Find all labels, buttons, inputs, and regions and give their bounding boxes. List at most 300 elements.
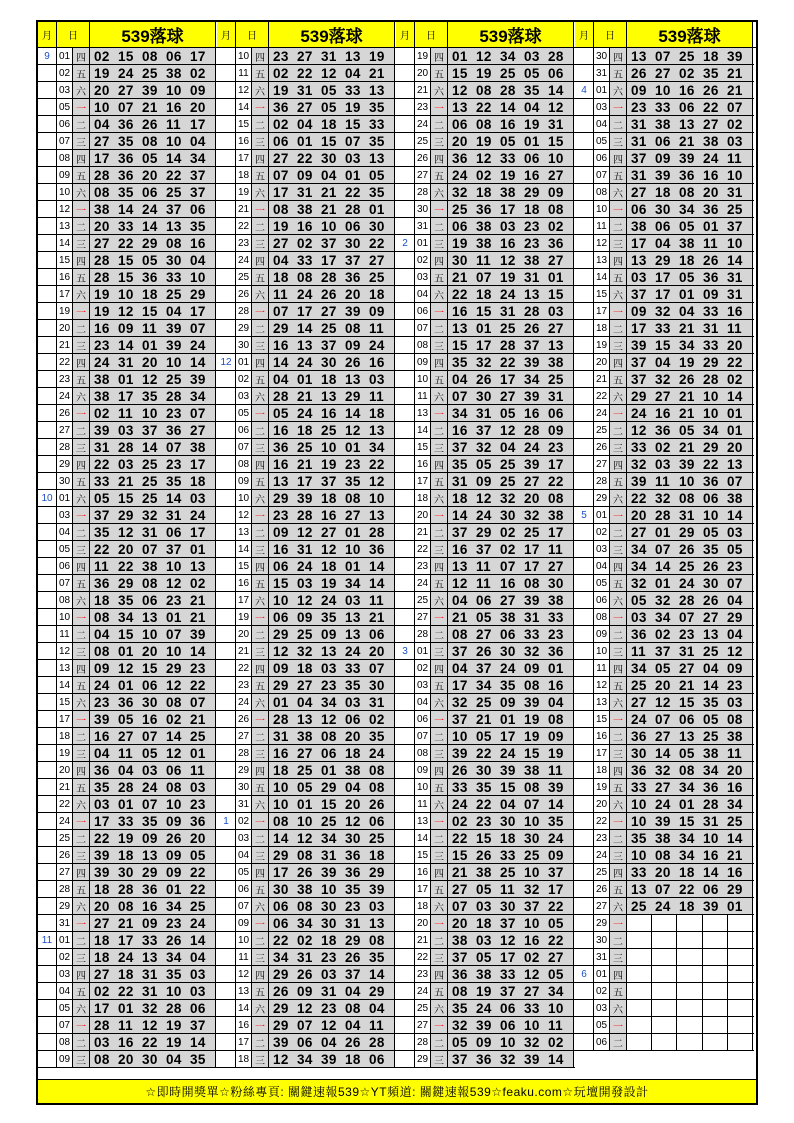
day-cell: 01: [594, 82, 610, 98]
day-cell: 28: [594, 473, 610, 489]
drawn-number: 31: [369, 694, 385, 710]
drawn-number: 07: [297, 1017, 313, 1033]
day-cell: 31: [236, 796, 252, 812]
day-cell: 02: [236, 371, 252, 387]
drawn-number: 25: [500, 473, 516, 489]
drawn-number: 25: [166, 371, 182, 387]
drawn-number: 36: [345, 864, 361, 880]
weekday-cell: 五: [252, 371, 269, 387]
numbers-cell: [90, 286, 216, 302]
numbers-cell: [448, 490, 574, 506]
drawn-number: 10: [631, 796, 647, 812]
weekday-cell: 二: [73, 830, 90, 846]
day-cell: 20: [594, 796, 610, 812]
drawn-number: 31: [727, 184, 743, 200]
drawn-number: 38: [166, 65, 182, 81]
day-cell: 15: [57, 694, 73, 710]
month-cell: [38, 320, 57, 336]
numbers-cell: [269, 813, 395, 829]
drawn-number: 37: [655, 643, 671, 659]
day-cell: 07: [415, 320, 431, 336]
day-cell: 30: [236, 779, 252, 795]
drawn-number: 35: [703, 65, 719, 81]
drawn-number: 16: [142, 711, 158, 727]
drawn-number: 33: [703, 337, 719, 353]
drawn-number: 29: [703, 439, 719, 455]
drawn-number: 22: [548, 898, 564, 914]
weekday-cell: 四: [431, 354, 448, 370]
weekday-cell: 三: [610, 745, 627, 761]
empty-number-box: [728, 1017, 752, 1033]
drawn-number: 24: [524, 439, 540, 455]
day-cell: 25: [236, 269, 252, 285]
drawn-number: 36: [273, 99, 289, 115]
weekday-cell: 五: [610, 983, 627, 999]
result-row: [396, 439, 575, 456]
numbers-cell: [627, 660, 753, 676]
day-cell: 16: [415, 864, 431, 880]
day-cell: 23: [594, 830, 610, 846]
drawn-number: 31: [631, 116, 647, 132]
weekday-cell: 三: [73, 133, 90, 149]
drawn-number: 03: [524, 48, 540, 64]
month-cell: [38, 694, 57, 710]
drawn-number: 17: [118, 388, 134, 404]
drawn-number: 37: [524, 337, 540, 353]
drawn-number: 38: [548, 592, 564, 608]
numbers-cell: [90, 201, 216, 217]
empty-number-box: [677, 983, 702, 999]
drawn-number: 35: [524, 82, 540, 98]
drawn-number: 17: [655, 269, 671, 285]
header-day-label: 日: [415, 22, 448, 47]
drawn-number: 25: [321, 320, 337, 336]
drawn-number: 39: [452, 745, 468, 761]
weekday-cell: 六: [73, 592, 90, 608]
numbers-cell: [90, 116, 216, 132]
drawn-number: 07: [679, 609, 695, 625]
month-cell: [38, 456, 57, 472]
drawn-number: 19: [548, 745, 564, 761]
day-cell: 04: [236, 847, 252, 863]
drawn-number: 15: [142, 660, 158, 676]
drawn-number: 17: [631, 320, 647, 336]
drawn-number: 08: [524, 779, 540, 795]
drawn-number: 19: [166, 1017, 182, 1033]
drawn-number: 02: [476, 167, 492, 183]
header-title: 539落球: [269, 22, 395, 47]
drawn-number: 25: [476, 694, 492, 710]
drawn-number: 36: [452, 966, 468, 982]
drawn-number: 34: [655, 609, 671, 625]
drawn-number: 04: [297, 694, 313, 710]
empty-number-box: [652, 1034, 677, 1050]
drawn-number: 01: [727, 898, 743, 914]
drawn-number: 13: [452, 558, 468, 574]
drawn-number: 25: [369, 269, 385, 285]
month-cell: [396, 660, 415, 676]
drawn-number: 29: [631, 388, 647, 404]
month-cell: [396, 728, 415, 744]
drawn-number: 22: [703, 99, 719, 115]
drawn-number: 39: [190, 371, 206, 387]
weekday-cell: 二: [431, 932, 448, 948]
drawn-number: 28: [118, 439, 134, 455]
drawn-number: 12: [142, 1017, 158, 1033]
numbers-cell: [90, 813, 216, 829]
drawn-number: 12: [524, 966, 540, 982]
drawn-number: 30: [142, 694, 158, 710]
day-cell: 14: [57, 235, 73, 251]
month-cell: [217, 779, 236, 795]
weekday-cell: 一: [73, 915, 90, 931]
weekday-cell: 二: [252, 830, 269, 846]
month-cell: [38, 201, 57, 217]
weekday-cell: 五: [610, 371, 627, 387]
month-cell: [396, 966, 415, 982]
drawn-number: 23: [476, 813, 492, 829]
month-cell: [217, 490, 236, 506]
month-cell: [217, 592, 236, 608]
drawn-number: 10: [273, 796, 289, 812]
drawn-number: 10: [345, 541, 361, 557]
drawn-number: 18: [655, 184, 671, 200]
weekday-cell: 一: [610, 1017, 627, 1033]
weekday-cell: 二: [73, 932, 90, 948]
weekday-cell: 四: [252, 150, 269, 166]
drawn-number: 04: [297, 116, 313, 132]
drawn-number: 27: [703, 609, 719, 625]
drawn-number: 18: [369, 286, 385, 302]
drawn-number: 07: [369, 660, 385, 676]
drawn-number: 27: [679, 660, 695, 676]
result-row: [217, 286, 396, 303]
day-cell: 08: [57, 592, 73, 608]
drawn-number: 22: [703, 456, 719, 472]
month-cell: [38, 235, 57, 251]
result-row: [396, 932, 575, 949]
numbers-cell: [90, 1051, 216, 1067]
drawn-number: 38: [524, 252, 540, 268]
result-row: [575, 320, 754, 337]
drawn-number: 13: [345, 609, 361, 625]
weekday-cell: 六: [73, 898, 90, 914]
result-row: [575, 371, 754, 388]
drawn-number: 16: [118, 1034, 134, 1050]
drawn-number: 37: [190, 184, 206, 200]
drawn-number: 10: [321, 881, 337, 897]
month-cell: [217, 456, 236, 472]
result-row: [575, 303, 754, 320]
drawn-number: 01: [727, 422, 743, 438]
numbers-cell: [90, 932, 216, 948]
drawn-number: 04: [679, 303, 695, 319]
weekday-cell: 三: [431, 439, 448, 455]
drawn-number: 22: [452, 286, 468, 302]
result-row: [396, 388, 575, 405]
day-cell: 28: [57, 439, 73, 455]
result-row: [217, 507, 396, 524]
drawn-number: 09: [297, 983, 313, 999]
weekday-cell: 二: [610, 218, 627, 234]
drawn-number: 26: [345, 949, 361, 965]
numbers-cell: [269, 660, 395, 676]
numbers-cell: [90, 609, 216, 625]
drawn-number: 15: [118, 490, 134, 506]
month-cell: [575, 439, 594, 455]
month-cell: [217, 48, 236, 64]
result-row: [38, 82, 217, 99]
drawn-number: 03: [345, 150, 361, 166]
numbers-cell: [269, 201, 395, 217]
drawn-number: 38: [476, 864, 492, 880]
day-cell: 28: [415, 184, 431, 200]
drawn-number: 29: [345, 388, 361, 404]
drawn-number: 09: [476, 473, 492, 489]
drawn-number: 01: [297, 796, 313, 812]
drawn-number: 24: [452, 796, 468, 812]
month-cell: [217, 830, 236, 846]
drawn-number: 25: [631, 677, 647, 693]
numbers-cell: [90, 966, 216, 982]
drawn-number: 19: [94, 286, 110, 302]
drawn-number: 01: [655, 524, 671, 540]
numbers-cell: [269, 320, 395, 336]
drawn-number: 28: [297, 507, 313, 523]
result-row: [38, 626, 217, 643]
drawn-number: 12: [476, 490, 492, 506]
drawn-number: 38: [297, 881, 313, 897]
drawn-number: 23: [273, 507, 289, 523]
weekday-cell: 四: [610, 354, 627, 370]
drawn-number: 31: [500, 303, 516, 319]
drawn-number: 26: [703, 592, 719, 608]
month-cell: [38, 371, 57, 387]
drawn-number: 31: [703, 320, 719, 336]
result-row: [575, 864, 754, 881]
result-row: [396, 456, 575, 473]
month-cell: [396, 779, 415, 795]
month-cell: [217, 796, 236, 812]
drawn-number: 04: [321, 1034, 337, 1050]
drawn-number: 39: [524, 354, 540, 370]
drawn-number: 24: [500, 286, 516, 302]
drawn-number: 35: [142, 813, 158, 829]
drawn-number: 01: [345, 439, 361, 455]
day-cell: 03: [415, 269, 431, 285]
weekday-cell: 二: [252, 1034, 269, 1050]
result-row: [575, 677, 754, 694]
month-cell: [217, 660, 236, 676]
month-cell: [38, 65, 57, 81]
drawn-number: 28: [118, 881, 134, 897]
drawn-number: 33: [631, 864, 647, 880]
month-cell: [38, 252, 57, 268]
drawn-number: 04: [452, 592, 468, 608]
drawn-number: 18: [94, 881, 110, 897]
drawn-number: 31: [142, 524, 158, 540]
numbers-cell: [269, 473, 395, 489]
drawn-number: 26: [703, 252, 719, 268]
result-row: [38, 643, 217, 660]
drawn-number: 38: [727, 728, 743, 744]
weekday-cell: 三: [73, 235, 90, 251]
result-row: [396, 779, 575, 796]
month-cell: [396, 558, 415, 574]
drawn-number: 02: [297, 235, 313, 251]
empty-numbers-cell: [627, 932, 753, 948]
drawn-number: 09: [500, 694, 516, 710]
drawn-number: 05: [679, 269, 695, 285]
result-row: [38, 813, 217, 830]
day-cell: 13: [415, 813, 431, 829]
drawn-number: 09: [631, 82, 647, 98]
empty-number-box: [652, 932, 677, 948]
drawn-number: 25: [524, 524, 540, 540]
numbers-cell: [269, 218, 395, 234]
drawn-number: 28: [703, 371, 719, 387]
drawn-number: 29: [190, 286, 206, 302]
result-row: [217, 677, 396, 694]
month-cell: [38, 337, 57, 353]
drawn-number: 08: [166, 779, 182, 795]
drawn-number: 07: [727, 575, 743, 591]
numbers-cell: [90, 133, 216, 149]
result-row: [396, 405, 575, 422]
drawn-number: 20: [655, 864, 671, 880]
result-row: [38, 966, 217, 983]
month-cell: [38, 184, 57, 200]
weekday-cell: 六: [252, 898, 269, 914]
month-cell: [38, 626, 57, 642]
weekday-cell: 六: [252, 592, 269, 608]
drawn-number: 20: [655, 677, 671, 693]
result-row: [217, 524, 396, 541]
drawn-number: 13: [679, 728, 695, 744]
month-cell: [396, 745, 415, 761]
result-row: [575, 116, 754, 133]
drawn-number: 06: [142, 184, 158, 200]
drawn-number: 05: [369, 167, 385, 183]
month-cell: [38, 915, 57, 931]
numbers-cell: [90, 456, 216, 472]
drawn-number: 35: [321, 609, 337, 625]
drawn-number: 36: [118, 150, 134, 166]
empty-number-box: [677, 949, 702, 965]
weekday-cell: 五: [73, 881, 90, 897]
drawn-number: 39: [548, 779, 564, 795]
drawn-number: 07: [452, 898, 468, 914]
numbers-cell: [90, 558, 216, 574]
weekday-cell: 二: [73, 116, 90, 132]
drawn-number: 14: [190, 643, 206, 659]
day-cell: 06: [594, 150, 610, 166]
drawn-number: 29: [524, 184, 540, 200]
drawn-number: 10: [321, 218, 337, 234]
drawn-number: 16: [190, 235, 206, 251]
day-cell: 07: [57, 575, 73, 591]
drawn-number: 31: [321, 847, 337, 863]
drawn-number: 11: [476, 252, 492, 268]
numbers-cell: [269, 762, 395, 778]
numbers-cell: [90, 439, 216, 455]
drawn-number: 01: [345, 524, 361, 540]
drawn-number: 32: [476, 439, 492, 455]
day-cell: 04: [415, 286, 431, 302]
drawn-number: 19: [476, 133, 492, 149]
drawn-number: 16: [727, 303, 743, 319]
drawn-number: 34: [679, 779, 695, 795]
result-row: [396, 1000, 575, 1017]
drawn-number: 26: [142, 116, 158, 132]
month-cell: [396, 422, 415, 438]
drawn-number: 34: [631, 660, 647, 676]
drawn-number: 29: [273, 626, 289, 642]
drawn-number: 36: [631, 626, 647, 642]
drawn-number: 24: [655, 796, 671, 812]
result-row: [575, 133, 754, 150]
numbers-cell: [448, 541, 574, 557]
drawn-number: 29: [679, 524, 695, 540]
weekday-cell: 五: [610, 779, 627, 795]
result-row: [396, 116, 575, 133]
numbers-cell: [627, 235, 753, 251]
drawn-number: 10: [727, 167, 743, 183]
month-cell: [217, 65, 236, 81]
drawn-number: 13: [345, 48, 361, 64]
result-row: [575, 150, 754, 167]
drawn-number: 11: [94, 558, 110, 574]
drawn-number: 10: [142, 405, 158, 421]
drawn-number: 27: [548, 558, 564, 574]
result-row: [38, 184, 217, 201]
month-cell: [396, 762, 415, 778]
drawn-number: 16: [452, 541, 468, 557]
drawn-number: 09: [297, 167, 313, 183]
month-cell: [217, 728, 236, 744]
drawn-number: 38: [703, 745, 719, 761]
result-row: [396, 847, 575, 864]
day-cell: 16: [236, 575, 252, 591]
drawn-number: 02: [369, 711, 385, 727]
drawn-number: 27: [321, 303, 337, 319]
month-cell: [38, 898, 57, 914]
drawn-number: 08: [655, 847, 671, 863]
drawn-number: 14: [190, 354, 206, 370]
drawn-number: 18: [369, 847, 385, 863]
drawn-number: 14: [190, 1034, 206, 1050]
drawn-number: 31: [321, 983, 337, 999]
numbers-cell: [627, 643, 753, 659]
weekday-cell: 六: [431, 388, 448, 404]
day-cell: 08: [415, 337, 431, 353]
drawn-number: 11: [273, 286, 289, 302]
drawn-number: 10: [166, 133, 182, 149]
result-row: [38, 779, 217, 796]
drawn-number: 37: [452, 643, 468, 659]
drawn-number: 03: [190, 966, 206, 982]
numbers-cell: [627, 82, 753, 98]
drawn-number: 36: [548, 235, 564, 251]
drawn-number: 37: [631, 371, 647, 387]
numbers-cell: [90, 371, 216, 387]
drawn-number: 32: [500, 490, 516, 506]
drawn-number: 12: [452, 82, 468, 98]
result-row: [217, 830, 396, 847]
month-cell: [38, 507, 57, 523]
result-row: [38, 388, 217, 405]
numbers-cell: [627, 558, 753, 574]
